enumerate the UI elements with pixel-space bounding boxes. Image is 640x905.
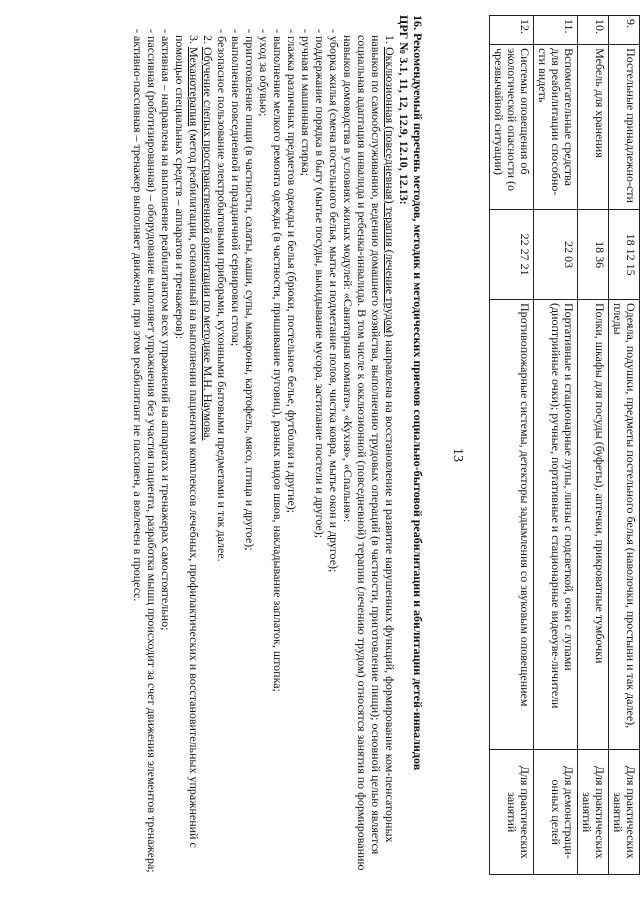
method-description: (метод реабилитации, основанный на выполнении пациентом комплексов лечебных, профилактических и восстановительных упражнений с помощью специальных средств – аппаратов и тренажеров): [173, 35, 201, 848]
methods-section [131, 15, 425, 875]
equipment-list: Полки, шкафы для посуды (буфеты), аптечки, прикроватные тумбочки [578, 299, 609, 749]
classification-code: 22 03 [534, 210, 578, 300]
list-item: - уборка жилья (смена постельного белья, мытье и подметание полов, чистка ковра, мытье окон и другое); [327, 29, 341, 573]
equipment-purpose: Для практических занятий [578, 750, 609, 875]
method-name: Обучение слепых пространственной ориентации по методике М.Н. Наумова. [201, 47, 215, 441]
table-row [578, 16, 609, 875]
equipment-list: Одеяла, подушки, предметы постельного белья (наволочки, простыни и так далее), пледы [609, 299, 640, 749]
list-item: - выполнение повседневной и праздничной сервировки стола; [229, 29, 243, 347]
equipment-list: Портативные и стационарные лупы, линзы с подсветкой, очки с лупами (диоптрийные очки); ручные, портативные и стационарные видеоуве-личители [534, 299, 578, 749]
list-item: - активно-пассивная – тренажер выполняет движения, при этом реабилитант не пассивен, а вовлечен в процесс. [131, 29, 145, 602]
row-number: 11. [534, 16, 578, 45]
row-number: 9. [609, 16, 640, 45]
method-item-1 [341, 15, 397, 875]
list-item: - безопасное пользование электробытовыми приборами, кухонными бытовыми предметами и так далее. [215, 29, 229, 562]
method-item-3 [173, 15, 201, 875]
page-number: 13 [450, 448, 465, 462]
method-1-bullets [215, 15, 341, 875]
equipment-table [489, 15, 640, 875]
equipment-name: Мебель для хранения [578, 45, 609, 210]
equipment-list: Противопожарные системы, детекторы задымления со звуковым оповещением [490, 299, 534, 749]
table-row [490, 16, 534, 875]
list-item: - глажка различных предметов одежды и белья (брюки, постельное белье, футболки и другие); [285, 29, 299, 514]
table-row [609, 16, 640, 875]
method-name: Окклюзионная (повседневная) терапия (лечение трудом) [383, 47, 397, 338]
method-3-bullets [131, 15, 173, 875]
classification-code: 18 12 15 [609, 210, 640, 300]
section-title: 16. Рекомендуемый перечень методов, методик и методических приемов социально-бытовой реабилитации и абилитации детей-инвалидов [411, 15, 425, 771]
list-item: - выполнение мелкого ремонта одежды (в частности, пришивание пуговиц), разных видов швов, накладывание заплаток, штопка; [271, 29, 285, 692]
classification-code: 18 36 [578, 210, 609, 300]
classification-code: 22 27 21 [490, 210, 534, 300]
row-number: 10. [578, 16, 609, 45]
table-row [534, 16, 578, 875]
list-item: - пассивная (роботизированная) – оборудование выполняет упражнения без участия пациента, разработка мышц происходит за счет движения элементов тренажера; [145, 29, 159, 873]
equipment-name: Вспомогательные средства для реабилитации способно-сти видеть [534, 45, 578, 210]
method-description: направлена на восстановление и развитие нарушенных функций, формирование ком-пенсаторных навыков по самообслуживанию, ведению домашнего хозяйства, выполнению трудовых операций (в частности, приготовление пищи); основной целью является социальная адаптация инвалида и ребенка-инвалида. В том числе к окклюзионной (повседневной) терапии (лечению трудом) относятся занятия по формированию навыков домоводства в условиях жилых модулей: «Санитарная комната», «Кухня», «Спальня»: [341, 35, 397, 871]
equipment-name: Постельные принадлежно-сти [609, 45, 640, 210]
equipment-purpose: Для практических занятий [490, 750, 534, 875]
rotated-page-content [20, 15, 640, 895]
list-item: - уход за обувью; [257, 29, 271, 117]
equipment-name: Системы оповещения об экологической опасности (о чрезвычайной ситуации) [490, 45, 534, 210]
list-item: - поддержание порядка в быту (мытье посуды, выкидывание мусора, застилание постели и другое); [313, 29, 327, 539]
method-name: Механотерапия [187, 47, 201, 127]
list-item: - ручная и машинная стирка; [299, 29, 313, 177]
list-item: - активная – направлена на выполнение реабилитантом всех упражнений на аппаратах и тренажерах самостоятельно; [159, 29, 173, 631]
equipment-purpose: Для демонстраци-онных целей [534, 750, 578, 875]
item-number: 3. [187, 35, 201, 44]
row-number: 12. [490, 16, 534, 45]
section-target-groups: ЦРГ № 3.1, 11, 12, 12.9, 12.10, 12.13: [397, 15, 411, 205]
item-number: 1. [383, 35, 397, 44]
item-number: 2. [201, 35, 215, 44]
list-item: - приготовление пищи (в частности, салаты, каши, супы, макароны, картофель, мясо, птица и другое); [243, 29, 257, 551]
equipment-purpose: Для практических занятий [609, 750, 640, 875]
method-item-2 [201, 15, 215, 875]
